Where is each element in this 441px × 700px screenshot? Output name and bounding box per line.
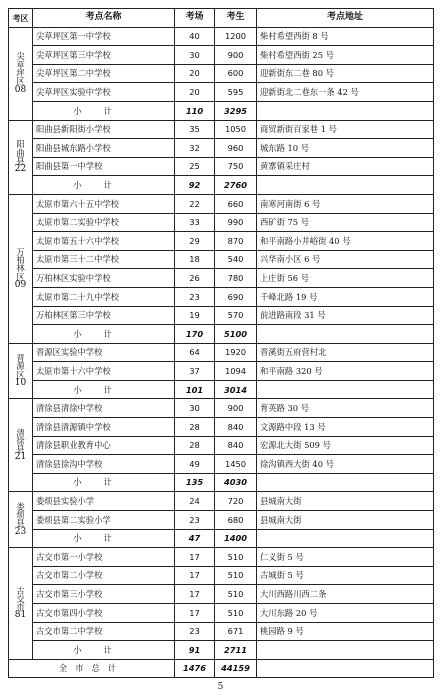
school-address: 柴村希望西街 8 号 (257, 27, 434, 46)
grand-total-address-empty (257, 659, 434, 678)
student-count: 570 (215, 306, 257, 325)
table-row (9, 269, 434, 288)
student-count: 720 (215, 492, 257, 511)
district-name: 晋源区 (16, 353, 25, 380)
student-count: 1050 (215, 120, 257, 139)
grand-total-students: 44159 (215, 659, 257, 678)
header-students: 考生 (215, 9, 257, 28)
table-row (9, 213, 434, 232)
table-row (9, 287, 434, 306)
subtotal-label: 小计 (33, 473, 175, 492)
room-count: 17 (175, 585, 215, 604)
header-district: 考区 (9, 9, 33, 28)
student-count: 510 (215, 548, 257, 567)
school-address: 大川东路 20 号 (257, 604, 434, 623)
room-count: 24 (175, 492, 215, 511)
subtotal-address-empty (257, 641, 434, 660)
district-cell (9, 120, 33, 194)
district-code: 22 (14, 164, 27, 175)
subtotal-address-empty (257, 101, 434, 120)
student-count: 510 (215, 585, 257, 604)
table-row (9, 27, 434, 46)
grand-total-rooms: 1476 (175, 659, 215, 678)
header-school: 考点名称 (33, 9, 175, 28)
student-count: 840 (215, 418, 257, 437)
school-name: 阳曲县新阳街小学校 (33, 120, 175, 139)
school-name: 古交市第一小学校 (33, 548, 175, 567)
subtotal-row (9, 176, 434, 195)
room-count: 28 (175, 436, 215, 455)
student-count: 671 (215, 622, 257, 641)
room-count: 40 (175, 27, 215, 46)
student-count: 900 (215, 46, 257, 65)
room-count: 23 (175, 511, 215, 530)
room-count: 17 (175, 604, 215, 623)
table-row (9, 622, 434, 641)
subtotal-students: 2711 (215, 641, 257, 660)
school-name: 古交市第三小学校 (33, 585, 175, 604)
subtotal-row (9, 473, 434, 492)
table-row (9, 306, 434, 325)
exam-site-table (8, 8, 434, 678)
table-header-row (9, 9, 434, 28)
district-cell (9, 492, 33, 548)
student-count: 680 (215, 511, 257, 530)
subtotal-label: 小计 (33, 176, 175, 195)
school-name: 古交市第二中学校 (33, 622, 175, 641)
student-count: 750 (215, 157, 257, 176)
room-count: 19 (175, 306, 215, 325)
table-row (9, 436, 434, 455)
subtotal-row (9, 325, 434, 344)
school-name: 万柏林区第三中学校 (33, 306, 175, 325)
subtotal-rooms: 91 (175, 641, 215, 660)
school-address: 迎新街北二巷东一条 42 号 (257, 83, 434, 102)
student-count: 690 (215, 287, 257, 306)
school-name: 清徐县徐沟中学校 (33, 455, 175, 474)
school-name: 万柏林区实验中学校 (33, 269, 175, 288)
school-name: 太原市第二十九中学校 (33, 287, 175, 306)
subtotal-address-empty (257, 325, 434, 344)
room-count: 33 (175, 213, 215, 232)
student-count: 660 (215, 194, 257, 213)
header-address: 考点地址 (257, 9, 434, 28)
district-name: 娄烦县 (16, 501, 25, 529)
student-count: 840 (215, 436, 257, 455)
table-row (9, 585, 434, 604)
school-name: 太原市第五十六中学校 (33, 232, 175, 251)
room-count: 26 (175, 269, 215, 288)
room-count: 30 (175, 46, 215, 65)
school-address: 晋溪街五府营村北 (257, 343, 434, 362)
header-rooms: 考场 (175, 9, 215, 28)
page-number: 5 (217, 682, 224, 692)
room-count: 17 (175, 548, 215, 567)
room-count: 37 (175, 362, 215, 381)
subtotal-address-empty (257, 380, 434, 399)
school-name: 太原市第三十二中学校 (33, 250, 175, 269)
table-body (9, 27, 434, 659)
subtotal-rooms: 135 (175, 473, 215, 492)
school-address: 黄寨镇采庄村 (257, 157, 434, 176)
table-row (9, 362, 434, 381)
subtotal-address-empty (257, 176, 434, 195)
table-row (9, 64, 434, 83)
student-count: 960 (215, 139, 257, 158)
district-cell (9, 399, 33, 492)
school-address: 县城南大街 (257, 511, 434, 530)
school-address: 育英路 30 号 (257, 399, 434, 418)
subtotal-row (9, 529, 434, 548)
student-count: 1920 (215, 343, 257, 362)
student-count: 540 (215, 250, 257, 269)
room-count: 25 (175, 157, 215, 176)
subtotal-rooms: 110 (175, 101, 215, 120)
subtotal-rooms: 92 (175, 176, 215, 195)
school-address: 南寒河南街 6 号 (257, 194, 434, 213)
school-name: 古交市第二小学校 (33, 566, 175, 585)
district-code: 08 (14, 84, 27, 95)
student-count: 510 (215, 604, 257, 623)
school-name: 尖草坪区第一中学校 (33, 27, 175, 46)
school-name: 尖草坪区第二中学校 (33, 64, 175, 83)
table-row (9, 455, 434, 474)
school-name: 清徐县清徐中学校 (33, 399, 175, 418)
school-address: 西矿街 75 号 (257, 213, 434, 232)
room-count: 35 (175, 120, 215, 139)
room-count: 29 (175, 232, 215, 251)
school-name: 娄烦县第二实验小学 (33, 511, 175, 530)
subtotal-label: 小计 (33, 101, 175, 120)
school-address: 商贸新街百家巷 1 号 (257, 120, 434, 139)
school-name: 太原市第六十五中学校 (33, 194, 175, 213)
district-code: 21 (14, 452, 27, 463)
table-row (9, 492, 434, 511)
room-count: 20 (175, 83, 215, 102)
district-code: 09 (14, 279, 27, 290)
subtotal-students: 3295 (215, 101, 257, 120)
school-address: 徐沟镇西大街 40 号 (257, 455, 434, 474)
room-count: 49 (175, 455, 215, 474)
district-code: 81 (14, 610, 27, 621)
subtotal-students: 2760 (215, 176, 257, 195)
table-row (9, 120, 434, 139)
student-count: 990 (215, 213, 257, 232)
table-row (9, 511, 434, 530)
table-row (9, 548, 434, 567)
subtotal-students: 5100 (215, 325, 257, 344)
table-row (9, 157, 434, 176)
subtotal-row (9, 380, 434, 399)
district-code: 10 (14, 378, 27, 389)
student-count: 870 (215, 232, 257, 251)
school-address: 桃园路 9 号 (257, 622, 434, 641)
district-name: 万柏林区 (16, 246, 25, 282)
school-name: 阳曲县第一中学校 (33, 157, 175, 176)
subtotal-label: 小计 (33, 325, 175, 344)
subtotal-row (9, 101, 434, 120)
table-row (9, 139, 434, 158)
subtotal-row (9, 641, 434, 660)
school-name: 阳曲县城东路小学校 (33, 139, 175, 158)
room-count: 17 (175, 566, 215, 585)
district-cell (9, 548, 33, 660)
room-count: 23 (175, 287, 215, 306)
grand-total-label: 全市总计 (9, 659, 175, 678)
school-name: 清徐县职业教育中心 (33, 436, 175, 455)
room-count: 64 (175, 343, 215, 362)
student-count: 1450 (215, 455, 257, 474)
school-address: 千峰北路 19 号 (257, 287, 434, 306)
student-count: 510 (215, 566, 257, 585)
school-address: 县城南大街 (257, 492, 434, 511)
room-count: 18 (175, 250, 215, 269)
school-name: 晋源区实验中学校 (33, 343, 175, 362)
subtotal-students: 1400 (215, 529, 257, 548)
student-count: 1200 (215, 27, 257, 46)
table-row (9, 232, 434, 251)
student-count: 595 (215, 83, 257, 102)
table-row (9, 343, 434, 362)
school-name: 娄烦县实验小学 (33, 492, 175, 511)
school-address: 宏源北大街 509 号 (257, 436, 434, 455)
table-row (9, 566, 434, 585)
school-address: 仁义街 5 号 (257, 548, 434, 567)
school-address: 古城街 5 号 (257, 566, 434, 585)
district-name: 阳曲县 (16, 139, 25, 166)
school-address: 兴华南小区 6 号 (257, 250, 434, 269)
district-cell (9, 343, 33, 399)
school-name: 太原市第十六中学校 (33, 362, 175, 381)
school-address: 城东路 10 号 (257, 139, 434, 158)
school-address: 上庄街 56 号 (257, 269, 434, 288)
school-name: 清徐县清源镇中学校 (33, 418, 175, 437)
grand-total-row (9, 659, 434, 678)
subtotal-rooms: 47 (175, 529, 215, 548)
subtotal-label: 小计 (33, 529, 175, 548)
room-count: 28 (175, 418, 215, 437)
subtotal-address-empty (257, 529, 434, 548)
table-row (9, 46, 434, 65)
district-name: 尖草坪区 (16, 51, 25, 87)
district-name: 古交市 (16, 585, 25, 613)
school-address: 文源路中段 13 号 (257, 418, 434, 437)
school-address: 和平南路小井峪街 40 号 (257, 232, 434, 251)
district-cell (9, 194, 33, 343)
subtotal-address-empty (257, 473, 434, 492)
subtotal-label: 小计 (33, 380, 175, 399)
table-row (9, 83, 434, 102)
room-count: 20 (175, 64, 215, 83)
district-code: 23 (14, 526, 27, 537)
room-count: 23 (175, 622, 215, 641)
school-address: 大川西路川西二条 (257, 585, 434, 604)
room-count: 30 (175, 399, 215, 418)
subtotal-students: 4030 (215, 473, 257, 492)
table-row (9, 194, 434, 213)
table-row (9, 418, 434, 437)
school-address: 和平南路 320 号 (257, 362, 434, 381)
room-count: 22 (175, 194, 215, 213)
school-name: 尖草坪区第三中学校 (33, 46, 175, 65)
school-name: 尖草坪区实验中学校 (33, 83, 175, 102)
table-row (9, 250, 434, 269)
subtotal-students: 3014 (215, 380, 257, 399)
district-cell (9, 27, 33, 120)
table-row (9, 399, 434, 418)
school-name: 古交市第四小学校 (33, 604, 175, 623)
student-count: 600 (215, 64, 257, 83)
subtotal-label: 小计 (33, 641, 175, 660)
school-address: 前进路南段 31 号 (257, 306, 434, 325)
table-row (9, 604, 434, 623)
school-address: 迎新街东二巷 80 号 (257, 64, 434, 83)
student-count: 1094 (215, 362, 257, 381)
student-count: 780 (215, 269, 257, 288)
district-name: 清徐县 (16, 427, 25, 455)
student-count: 900 (215, 399, 257, 418)
school-address: 柴村希望西街 25 号 (257, 46, 434, 65)
school-name: 太原市第二实验中学校 (33, 213, 175, 232)
subtotal-rooms: 101 (175, 380, 215, 399)
room-count: 32 (175, 139, 215, 158)
subtotal-rooms: 170 (175, 325, 215, 344)
